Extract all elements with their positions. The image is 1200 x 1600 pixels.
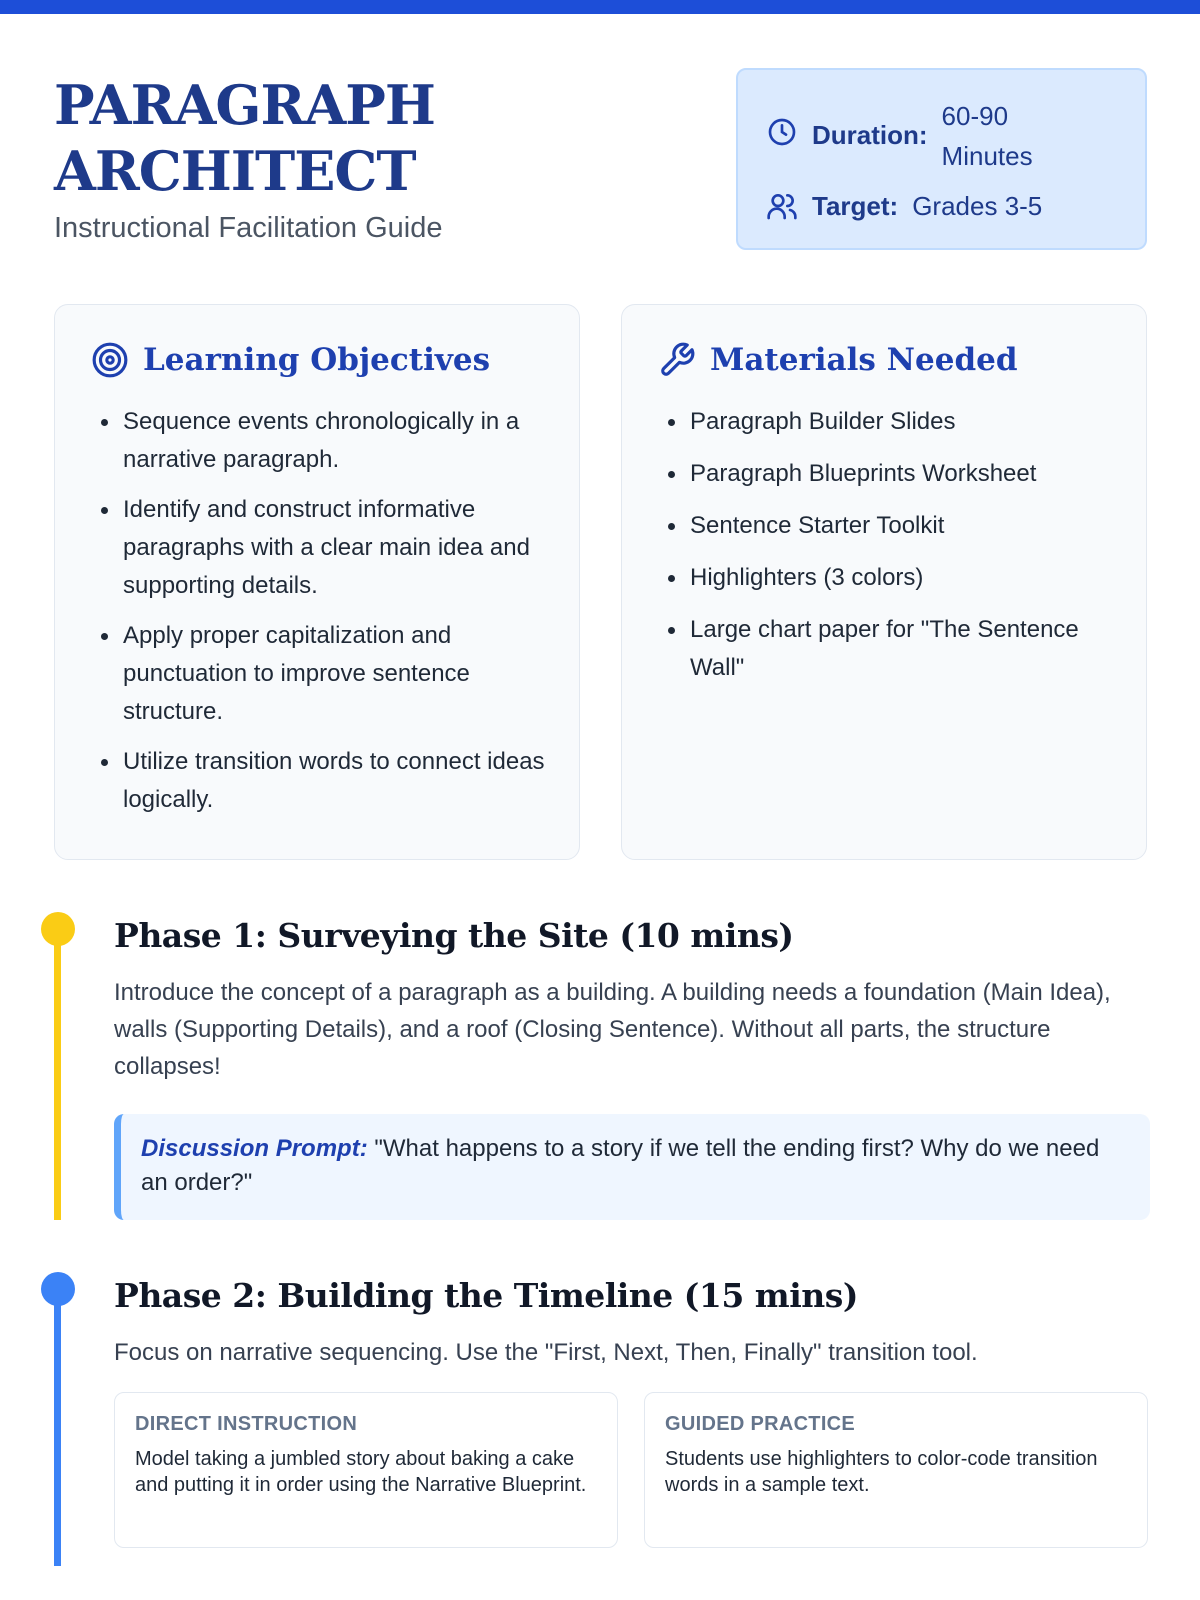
page-title-line2: ARCHITECT [54, 139, 416, 203]
learning-objectives-heading [91, 341, 490, 379]
users-icon [766, 190, 798, 222]
guided-practice-body: Students use highlighters to color-code transition words in a sample text. [665, 1448, 1098, 1496]
list-item: Sequence events chronologically in a narrative paragraph. [101, 403, 553, 479]
page-title-line1: PARAGRAPH [54, 73, 435, 137]
direct-instruction-heading: DIRECT INSTRUCTION [135, 1413, 358, 1435]
list-item: Paragraph Blueprints Worksheet [668, 455, 1120, 493]
learning-objectives-card [54, 304, 580, 860]
phase-2-title: Phase 2: Building the Timeline (15 mins) [114, 1276, 858, 1315]
info-box [736, 68, 1147, 250]
phase-2-timeline-line [54, 1290, 61, 1566]
clock-icon [766, 116, 798, 148]
phase-2-timeline-dot [41, 1272, 75, 1306]
duration-label: Duration: [812, 120, 928, 150]
list-item: Large chart paper for "The Sentence Wall" [668, 611, 1120, 687]
discussion-prompt-box [114, 1114, 1150, 1220]
phase-2-description: Focus on narrative sequencing. Use the "First, Next, Then, Finally" transition tool. [114, 1339, 978, 1366]
materials-needed-heading [658, 341, 1018, 379]
materials-list [668, 403, 1120, 701]
list-item: Paragraph Builder Slides [668, 403, 1120, 441]
duration-value-line1: 60-90 [941, 101, 1009, 131]
discussion-prompt-text: "What happens to a story if we tell the ending first? Why do we need an order?" [141, 1135, 1100, 1196]
objectives-list [101, 403, 553, 831]
guided-practice-card [644, 1392, 1148, 1548]
target-row [766, 186, 1042, 226]
page-title [54, 72, 694, 204]
wrench-icon [658, 341, 696, 379]
page-header [54, 72, 694, 245]
phase-1-title: Phase 1: Surveying the Site (10 mins) [114, 916, 794, 955]
guided-practice-heading: GUIDED PRACTICE [665, 1413, 856, 1435]
phase-1-timeline-dot [41, 912, 75, 946]
list-item: Sentence Starter Toolkit [668, 507, 1120, 545]
target-value: Grades 3-5 [912, 191, 1043, 221]
materials-needed-card [621, 304, 1147, 860]
phase-1-description: Introduce the concept of a paragraph as a building. A building needs a foundation (Main Idea), walls (Supporting Details), and a roof (Closing Sentence). Without all parts, the structure collapses! [114, 979, 1111, 1080]
direct-instruction-body: Model taking a jumbled story about baking a cake and putting it in order using the Narrative Blueprint. [135, 1448, 587, 1496]
target-label: Target: [812, 191, 899, 221]
page-subtitle: Instructional Facilitation Guide [54, 212, 443, 244]
phase-2-section [40, 1272, 1150, 1600]
duration-row [766, 96, 1033, 176]
materials-needed-title: Materials Needed [710, 342, 1018, 378]
discussion-prompt-label: Discussion Prompt: [141, 1135, 368, 1162]
list-item: Highlighters (3 colors) [668, 559, 1120, 597]
phase-1-timeline-line [54, 930, 61, 1220]
list-item: Identify and construct informative paragraphs with a clear main idea and supporting details. [101, 491, 553, 605]
learning-objectives-title: Learning Objectives [143, 342, 491, 378]
list-item: Utilize transition words to connect ideas logically. [101, 743, 553, 819]
duration-value [942, 96, 1033, 176]
direct-instruction-card [114, 1392, 618, 1548]
phase-1-section [40, 912, 1150, 1222]
list-item: Apply proper capitalization and punctuation to improve sentence structure. [101, 617, 553, 731]
target-icon [91, 341, 129, 379]
top-accent-bar [0, 0, 1200, 14]
duration-value-line2: Minutes [941, 141, 1033, 171]
